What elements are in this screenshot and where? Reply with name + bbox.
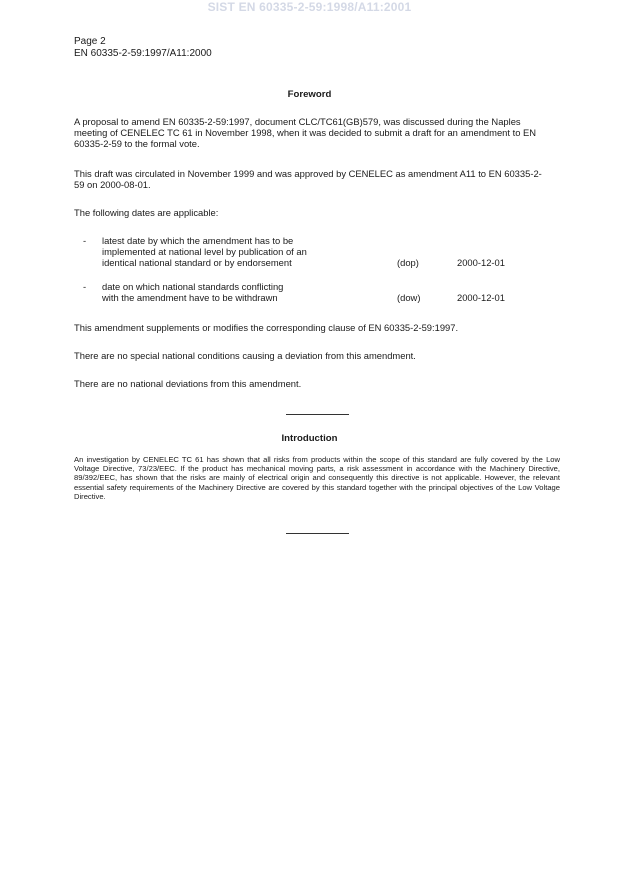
date-description — [102, 281, 362, 303]
foreword-paragraph-2: This draft was circulated in November 1999 and was approved by CENELEC as amendment A11 to EN 60335-2-59 on 2000-08-01. — [74, 168, 542, 191]
list-dash: - — [83, 281, 87, 292]
date-description-line: implemented at national level by publication of an — [102, 246, 307, 258]
date-value: 2000-12-01 — [457, 257, 505, 269]
foreword-title: Foreword — [287, 89, 332, 100]
page-header — [74, 36, 212, 59]
date-description-line: date on which national standards conflicting — [102, 281, 284, 292]
introduction-title: Introduction — [281, 433, 338, 444]
end-divider — [286, 533, 349, 534]
page-number: Page 2 — [74, 36, 106, 47]
foreword-paragraph-4: This amendment supplements or modifies the corresponding clause of EN 60335-2-59:1997. — [74, 322, 459, 333]
list-dash: - — [83, 235, 87, 246]
watermark: SIST EN 60335-2-59:1998/A11:2001 — [207, 0, 412, 14]
date-description-line: latest date by which the amendment has to be — [102, 235, 294, 246]
date-description — [102, 235, 362, 269]
section-divider — [286, 414, 349, 415]
date-description-line: identical national standard or by endorsement — [102, 257, 292, 269]
document-id: EN 60335-2-59:1997/A11:2000 — [74, 47, 212, 59]
date-code: (dow) — [397, 292, 421, 304]
foreword-paragraph-6: There are no national deviations from this amendment. — [74, 378, 302, 389]
date-description-line: with the amendment have to be withdrawn — [102, 292, 278, 304]
introduction-body: An investigation by CENELEC TC 61 has shown that all risks from products within the scope of this standard are fully covered by the Low Voltage Directive, 73/23/EEC. If the product has mechanical moving parts, a risk assessment in accordance with the Machinery Directive, 89/392/EEC, has shown that the risks are mainly of electrical origin and consequently this directive is not applicable. However, the relevant essential safety requirements of the Machinery Directive are covered by this standard together with the principal objectives of the Low Voltage Directive. — [74, 455, 560, 501]
foreword-paragraph-1: A proposal to amend EN 60335-2-59:1997, document CLC/TC61(GB)579, was discussed during the Naples meeting of CENELEC TC 61 in November 1998, when it was decided to submit a draft for an amendment to EN 60335-2-59 to the formal vote. — [74, 116, 537, 150]
foreword-paragraph-3: The following dates are applicable: — [74, 207, 219, 218]
foreword-paragraph-5: There are no special national conditions causing a deviation from this amendment. — [74, 350, 416, 361]
date-value: 2000-12-01 — [457, 292, 505, 304]
date-code: (dop) — [397, 257, 419, 269]
